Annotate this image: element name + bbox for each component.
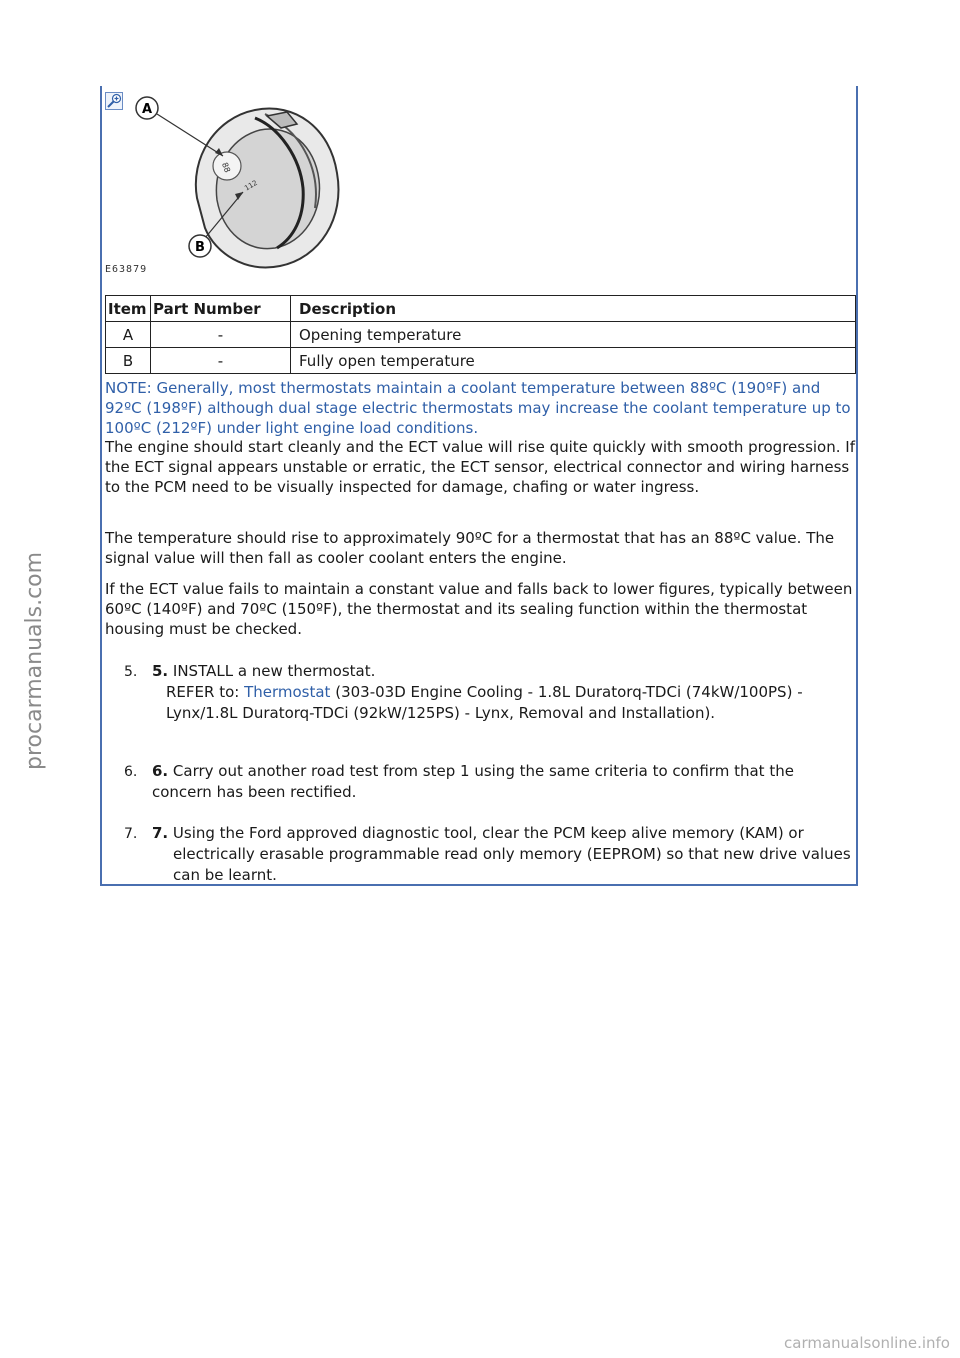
stamp-88: 88 (219, 161, 232, 174)
table-row (106, 322, 856, 348)
step-bold-number: 7. (152, 824, 169, 842)
header-item: Item (106, 296, 151, 322)
footer-watermark: carmanualsonline.info (784, 1334, 950, 1352)
step-text: Carry out another road test from step 1 using the same criteria to confirm that the concern has been rectified. (152, 762, 794, 801)
paragraph: The temperature should rise to approximately 90ºC for a thermostat that has an 88ºC value. The signal value will then fall as cooler coolant enters the engine. (105, 529, 835, 567)
header-description: Description (291, 296, 856, 322)
table-header-row (106, 296, 856, 322)
cell-part-number: - (151, 322, 291, 348)
cell-item: B (106, 348, 151, 374)
step-7 (124, 823, 854, 886)
step-text: Using the Ford approved diagnostic tool, clear the PCM keep alive memory (KAM) or electrically erasable programmable read only memory (EEPROM) so that new drive values can be learnt. (168, 824, 851, 884)
side-watermark: procarmanuals.com (22, 551, 47, 770)
step-5 (124, 661, 854, 724)
parts-table (105, 295, 856, 374)
refer-suffix: (303-03D Engine Cooling - 1.8L Duratorq-TDCi (74kW/100PS) - Lynx/1.8L Duratorq-TDCi (92kW/125PS) - Lynx, Removal and Installation). (166, 683, 803, 722)
step-bold-number: 6. (152, 762, 169, 780)
step-number: 5. (124, 664, 138, 680)
callout-a-label: A (141, 102, 153, 117)
figure-code: E63879 (105, 264, 148, 275)
callout-b-label: B (195, 240, 205, 255)
step-bold-number: 5. (152, 662, 169, 680)
step-refer (166, 682, 854, 724)
refer-prefix: REFER to: (166, 683, 245, 701)
cell-description: Fully open temperature (291, 348, 856, 374)
paragraph: The engine should start cleanly and the ECT value will rise quite quickly with smooth progression. If the ECT signal appears unstable or erratic, the ECT sensor, electrical connector and wiring harness to the PCM need to be visually inspected for damage, chafing or water ingress. (105, 438, 855, 496)
thermostat-figure (105, 88, 345, 278)
zoom-in-icon[interactable] (105, 92, 123, 110)
cell-description: Opening temperature (291, 322, 856, 348)
step-text: INSTALL a new thermostat. (168, 662, 376, 680)
stamp-112: 112 (243, 178, 259, 193)
cell-part-number: - (151, 348, 291, 374)
thermostat-link[interactable]: Thermostat (244, 683, 331, 701)
table-row (106, 348, 856, 374)
cell-item: A (106, 322, 151, 348)
thermostat-illustration (196, 109, 339, 268)
note-text: NOTE: Generally, most thermostats maintain a coolant temperature between 88ºC (190ºF) and 92ºC (198ºF) although dual stage electric thermostats may increase the coolant temperature up to 100ºC (212ºF) under light engine load conditions. (105, 379, 851, 437)
step-6 (124, 761, 854, 803)
paragraph: If the ECT value fails to maintain a constant value and falls back to lower figures, typically between 60ºC (140ºF) and 70ºC (150ºF), the thermostat and its sealing function within the thermostat housing must be checked. (105, 580, 853, 638)
header-part-number: Part Number (151, 296, 291, 322)
step-number: 6. (124, 764, 138, 780)
step-number: 7. (124, 826, 138, 842)
